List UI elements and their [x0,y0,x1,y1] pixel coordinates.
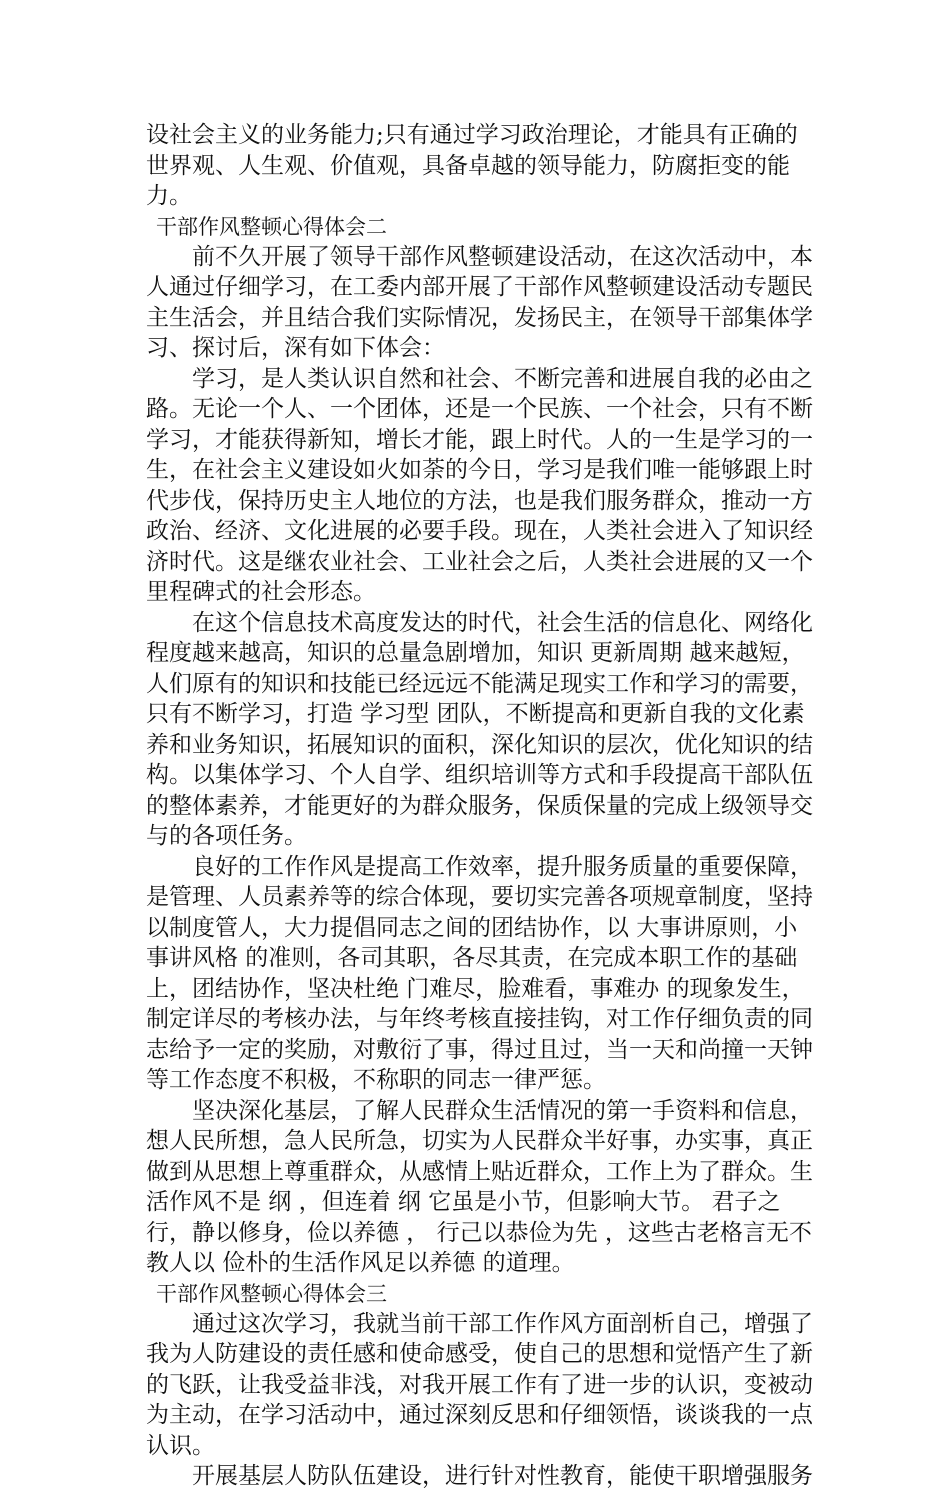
section-2-paragraph: 良好的工作作风是提高工作效率，提升服务质量的重要保障，是管理、人员素养等的综合体现，要切实完善各项规章制度，坚持以制度管人，大力提倡同志之间的团结协作，以 大事讲原则，小事讲风格 的准则，各司其职，各尽其责，在完成本职工作的基础上，团结协作，坚决杜绝 门难尽，脸难看，事难办 的现象发生，制定详尽的考核办法，与年终考核直接挂钩，对工作仔细负责的同志给予一定的奖励，对敷衍了事，得过且过，当一天和尚撞一天钟等工作态度不积极，不称职的同志一律严惩。 [146,853,813,1093]
section-3-paragraph: 开展基层人防队伍建设，进行针对性教育，能使干职增强服务 [192,1463,813,1489]
section-2-paragraph: 学习，是人类认识自然和社会、不断完善和进展自我的必由之路。无论一个人、一个团体，还是一个民族、一个社会，只有不断学习，才能获得新知，增长才能，跟上时代。人的一生是学习的一生，在社会主义建设如火如荼的今日，学习是我们唯一能够跟上时代步伐，保持历史主人地位的方法，也是我们服务群众，推动一方政治、经济、文化进展的必要手段。现在，人类社会进入了知识经济时代。这是继农业社会、工业社会之后，人类社会进展的又一个里程碑式的社会形态。 [146,365,813,605]
section-2-paragraph: 在这个信息技术高度发达的时代，社会生活的信息化、网络化程度越来越高，知识的总量急剧增加，知识 更新周期 越来越短，人们原有的知识和技能已经远远不能满足现实工作和学习的需要，只有不断学习，打造 学习型 团队，不断提高和更新自我的文化素养和业务知识，拓展知识的面积，深化知识的层次，优化知识的结构。以集体学习、个人自学、组织培训等方式和手段提高干部队伍的整体素养，才能更好的为群众服务，保质保量的完成上级领导交与的各项任务。 [146,609,813,849]
section-3-heading: 干部作风整顿心得体会三 [156,1281,387,1306]
document-body [146,120,818,1492]
section-2-paragraph: 前不久开展了领导干部作风整顿建设活动，在这次活动中，本人通过仔细学习，在工委内部开展了干部作风整顿建设活动专题民主生活会，并且结合我们实际情况，发扬民主，在领导干部集体学习、探讨后，深有如下体会： [146,243,813,361]
intro-paragraph: 设社会主义的业务能力;只有通过学习政治理论，才能具有正确的世界观、人生观、价值观，具备卓越的领导能力，防腐拒变的能力。 [146,122,798,209]
section-2-paragraph: 坚决深化基层，了解人民群众生活情况的第一手资料和信息，想人民所想，急人民所急，切实为人民群众半好事，办实事，真正做到从思想上尊重群众，从感情上贴近群众，工作上为了群众。生活作风不是 纲 ，但连着 纲 它虽是小节，但影响大节。 君子之行，静以修身，俭以养德 ， 行己以恭俭为先 ，这些古老格言无不教人以 俭朴的生活作风足以养德 的道理。 [146,1097,813,1276]
section-2-heading: 干部作风整顿心得体会二 [156,214,387,239]
section-3-paragraph: 通过这次学习，我就当前干部工作作风方面剖析自己，增强了我为人防建设的责任感和使命感受，使自己的思想和觉悟产生了新的飞跃，让我受益非浅，对我开展工作有了进一步的认识，变被动为主动，在学习活动中，通过深刻反思和仔细领悟，谈谈我的一点认识。 [146,1310,813,1459]
